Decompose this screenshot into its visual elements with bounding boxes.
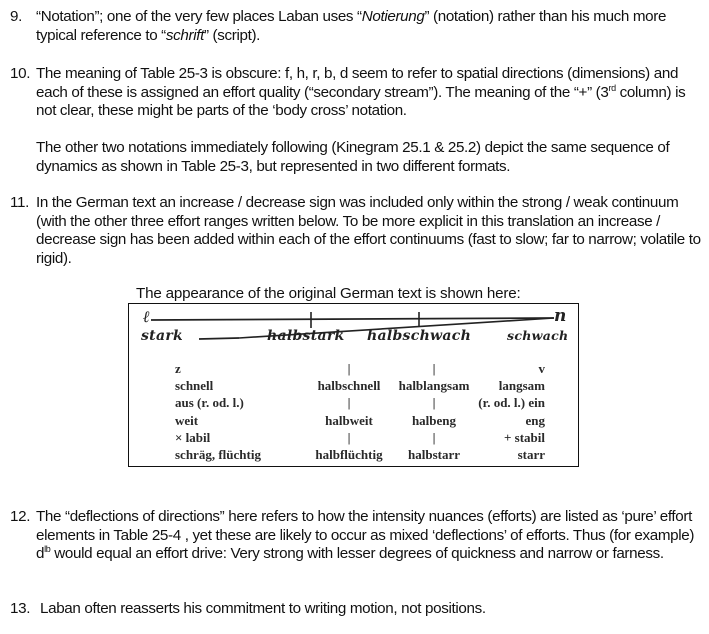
note-number: 11. bbox=[10, 194, 29, 211]
table-row: z | | v bbox=[175, 361, 545, 376]
note-number: 9. bbox=[10, 8, 22, 25]
label-schwach: schwach bbox=[507, 328, 569, 343]
note-number: 13. bbox=[10, 600, 31, 617]
decrease-symbol: n bbox=[554, 306, 567, 326]
note-10-paragraph-2: The other two notations immediately following (Kinegram 25.1 & 25.2) depict the same sequence of dynamics as shown in Table 25-3, but represented in two different formats. bbox=[36, 139, 670, 175]
table-row: schräg, flüchtig halbflüchtig halbstarr starr bbox=[175, 446, 545, 462]
table-row: aus (r. od. l.) | | (r. od. l.) ein bbox=[175, 395, 545, 411]
table-row: × labil | | + stabil bbox=[175, 429, 545, 445]
table-row: schnell halbschnell halblangsam langsam bbox=[175, 378, 545, 394]
table-row: weit halbweit halbeng eng bbox=[175, 412, 545, 428]
figure-caption: The appearance of the original German text is shown here: bbox=[136, 285, 521, 302]
note-text: The “deflections of directions” here refers to how the intensity nuances (efforts) are listed as ‘pure’ effort elements in Table 25-4 , yet these are likely to occur as mixed ‘deflections’ of efforts. Thus (for example) $d^{lb}$ would equal an effort drive: Very strong with lesser degrees of quickness and narrow or farness. bbox=[36, 508, 695, 562]
note-text: The meaning of Table 25-3 is obscure: f, h, r, b, d seem to refer to spatial directions (dimensions) and each of these is assigned an effort quality (“secondary stream”). The meaning of the “+” (3rd column) is not clear, these might be parts of the ‘body cross’ notation. bbox=[36, 65, 686, 119]
note-text: In the German text an increase / decrease sign was included only within the strong / weak continuum (with the other three effort ranges written below. To be more explicit in this translation an increase / decrease sign has been added within each of the effort continuums (fast to slow; far to narrow; volatile to rigid). bbox=[36, 194, 701, 267]
label-halbschwach: halbschwach bbox=[367, 328, 472, 344]
note-number: 10. bbox=[10, 65, 31, 82]
note-number: 12. bbox=[10, 508, 31, 525]
label-stark: stark bbox=[141, 328, 183, 344]
original-german-text-figure bbox=[128, 303, 579, 467]
note-text: “Notation”; one of the very few places Laban uses “Notierung” (notation) rather than his much more typical reference to “schrift” (script). bbox=[36, 8, 667, 44]
increase-symbol: ℓ bbox=[143, 307, 151, 326]
note-text: Laban often reasserts his commitment to writing motion, not positions. bbox=[40, 600, 486, 617]
label-halbstark: halbstark bbox=[267, 328, 345, 344]
effort-table bbox=[175, 361, 545, 464]
